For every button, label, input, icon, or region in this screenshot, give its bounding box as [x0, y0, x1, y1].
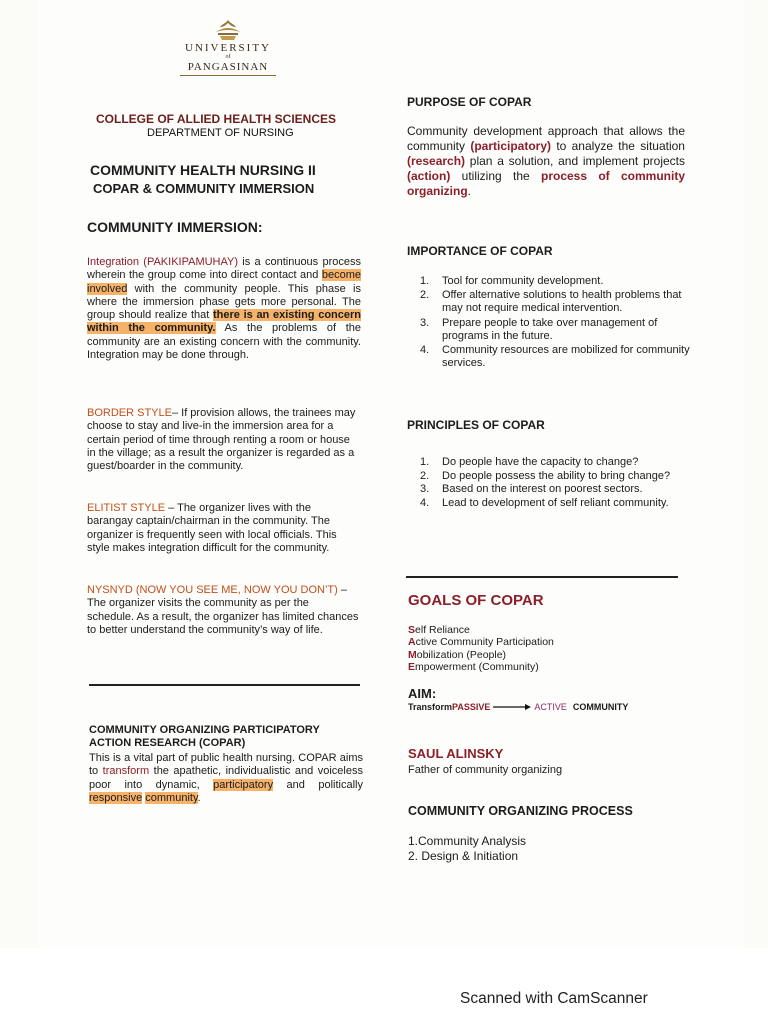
- list-item: [408, 344, 690, 371]
- elitist-style-text: – The organizer lives with the barangay captain/chairman in the community. The organizer is frequently seen with local officials. This style makes integration difficult for the community.: [87, 502, 337, 554]
- process-heading: COMMUNITY ORGANIZING PROCESS: [408, 804, 633, 818]
- nysnyd-paragraph: [87, 584, 359, 637]
- list-text: Do people have the capacity to change?: [442, 456, 639, 468]
- highlight-community: community: [145, 791, 198, 804]
- border-style-paragraph: [87, 407, 359, 473]
- purpose-text-3: plan a solution, and implement projects: [465, 154, 685, 168]
- goal-text: obilization (People): [416, 648, 507, 661]
- list-number: 2.: [420, 469, 430, 482]
- saul-alinsky-subtitle: Father of community organizing: [408, 764, 563, 776]
- list-number: 4.: [420, 496, 430, 509]
- integration-text-1: is a continuous process wherein the group come into direct contact and: [87, 256, 361, 282]
- logo-text-pangasinan: PANGASINAN: [187, 61, 269, 73]
- aim-community: COMMUNITY: [572, 702, 629, 712]
- list-text: Offer alternative solutions to health problems that may not require medical intervention.: [442, 288, 682, 314]
- camscanner-watermark: Scanned with CamScanner: [460, 990, 648, 1007]
- list-text: Prepare people to take over management of programs in the future.: [442, 316, 658, 342]
- highlight-responsive: responsive: [89, 791, 143, 804]
- nysnyd-text: – The organizer visits the community as per the schedule. As a result, the organizer has limited chances to better understand the community’s way of life.: [87, 584, 359, 636]
- arrow-right-icon: [492, 703, 532, 711]
- highlight-existing-concern: there is an existing concern within the community.: [87, 309, 361, 335]
- copar-text-1: This is a vital part of public health nursing. COPAR aims to: [89, 752, 363, 778]
- purpose-action: (action): [407, 169, 451, 183]
- list-text: Based on the interest on poorest sectors.: [442, 483, 643, 495]
- elitist-style-paragraph: [87, 502, 359, 555]
- logo-text-university: UNIVERSITY: [185, 42, 271, 54]
- goal-initial: S: [408, 624, 416, 636]
- college-name: COLLEGE OF ALLIED HEALTH SCIENCES: [96, 112, 337, 126]
- purpose-participatory: (participatory): [470, 139, 552, 153]
- list-item: [408, 497, 688, 511]
- scan-footer-area: [0, 948, 768, 1024]
- aim-passive: PASSIVE: [452, 702, 491, 712]
- goal-item: [408, 636, 554, 648]
- highlight-participatory: participatory: [213, 778, 274, 791]
- elitist-style-term: ELITIST STYLE: [87, 502, 166, 514]
- goal-initial: M: [408, 648, 417, 661]
- border-style-term: BORDER STYLE: [87, 407, 172, 419]
- university-logo: [176, 18, 280, 104]
- list-item: [408, 275, 690, 289]
- integration-term: Integration (PAKIKIPAMUHAY): [87, 256, 239, 268]
- list-text: Lead to development of self reliant community.: [442, 496, 669, 509]
- list-number: 2.: [420, 288, 430, 301]
- purpose-research: (research): [407, 154, 466, 168]
- list-number: 1.: [420, 275, 430, 287]
- aim-heading: AIM:: [408, 686, 437, 701]
- list-item: [408, 289, 690, 316]
- copar-paragraph: [89, 752, 363, 805]
- process-list: [408, 834, 526, 864]
- left-divider: [89, 684, 360, 686]
- course-title: COMMUNITY HEALTH NURSING II: [90, 162, 316, 178]
- nysnyd-term: NYSNYD (NOW YOU SEE ME, NOW YOU DON’T): [87, 584, 338, 596]
- purpose-text-4: utilizing the: [450, 169, 541, 183]
- copar-text-3: and politically: [273, 778, 364, 791]
- copar-transform: transform: [102, 765, 150, 778]
- logo-text-of: of: [225, 54, 231, 60]
- purpose-heading: PURPOSE OF COPAR: [407, 95, 532, 109]
- principles-list: [408, 456, 688, 510]
- goal-item: [408, 649, 554, 661]
- goals-heading: GOALS OF COPAR: [408, 592, 544, 609]
- list-text: Tool for community development.: [442, 275, 604, 287]
- list-item: [408, 483, 688, 497]
- list-number: 3.: [420, 316, 430, 329]
- list-text: Do people possess the ability to bring change?: [442, 469, 671, 482]
- logo-divider: [180, 75, 276, 76]
- purpose-paragraph: [407, 124, 685, 199]
- crest-icon: [208, 18, 248, 42]
- importance-list: [408, 275, 690, 371]
- list-item: [408, 456, 688, 470]
- goal-text: mpowerment (Community): [415, 660, 539, 673]
- list-item: [408, 317, 690, 344]
- list-text: Community resources are mobilized for community services.: [442, 343, 690, 369]
- copar-heading: COMMUNITY ORGANIZING PARTICIPATORY ACTION RESEARCH (COPAR): [89, 724, 320, 750]
- right-divider: [406, 576, 678, 578]
- aim-text: Transform: [408, 702, 453, 712]
- process-item: 2. Design & Initiation: [408, 849, 519, 863]
- principles-heading: PRINCIPLES OF COPAR: [407, 418, 545, 432]
- aim-active: ACTIVE: [534, 702, 567, 712]
- goal-initial: A: [408, 636, 416, 649]
- list-number: 1.: [420, 456, 430, 468]
- purpose-text-2: to analyze the situation: [551, 139, 685, 153]
- list-number: 3.: [420, 483, 430, 495]
- goal-item: [408, 661, 554, 673]
- course-subtitle: COPAR & COMMUNITY IMMERSION: [93, 181, 315, 196]
- list-item: [408, 470, 688, 484]
- purpose-text-5: .: [467, 184, 472, 198]
- importance-heading: IMPORTANCE OF COPAR: [407, 244, 553, 258]
- integration-text-2: with the community people. This phase is where the immersion phase gets more personal. The group should realize that: [87, 282, 361, 322]
- list-number: 4.: [420, 343, 430, 356]
- highlight-become-involved: become involved: [87, 269, 361, 295]
- goal-item: [408, 624, 554, 636]
- aim-statement: [408, 702, 628, 712]
- goal-text: elf Reliance: [415, 624, 470, 636]
- purpose-text-1: Community development approach that allows the community: [407, 124, 685, 153]
- copar-text-2: the apathetic, individualistic and voiceless poor into dynamic,: [89, 765, 363, 791]
- integration-text-3: As the problems of the community are an existing concern with the community. Integration may be done through.: [87, 322, 361, 362]
- community-immersion-heading: COMMUNITY IMMERSION:: [87, 219, 263, 235]
- copar-text-5: .: [197, 791, 201, 804]
- goal-initial: E: [408, 660, 416, 673]
- integration-paragraph: [87, 256, 361, 362]
- process-item: 1.Community Analysis: [408, 834, 527, 848]
- goal-text: ctive Community Participation: [415, 636, 554, 649]
- purpose-process: process of community organizing: [407, 169, 685, 198]
- goals-list: [408, 624, 554, 673]
- saul-alinsky-heading: SAUL ALINSKY: [408, 746, 504, 761]
- department-name: DEPARTMENT OF NURSING: [147, 127, 294, 139]
- border-style-text: – If provision allows, the trainees may choose to stay and live-in the immersion area for a certain period of time through renting a room or house in the village; as a result the organizer is regarded as a guest/boarder in the community.: [87, 407, 356, 473]
